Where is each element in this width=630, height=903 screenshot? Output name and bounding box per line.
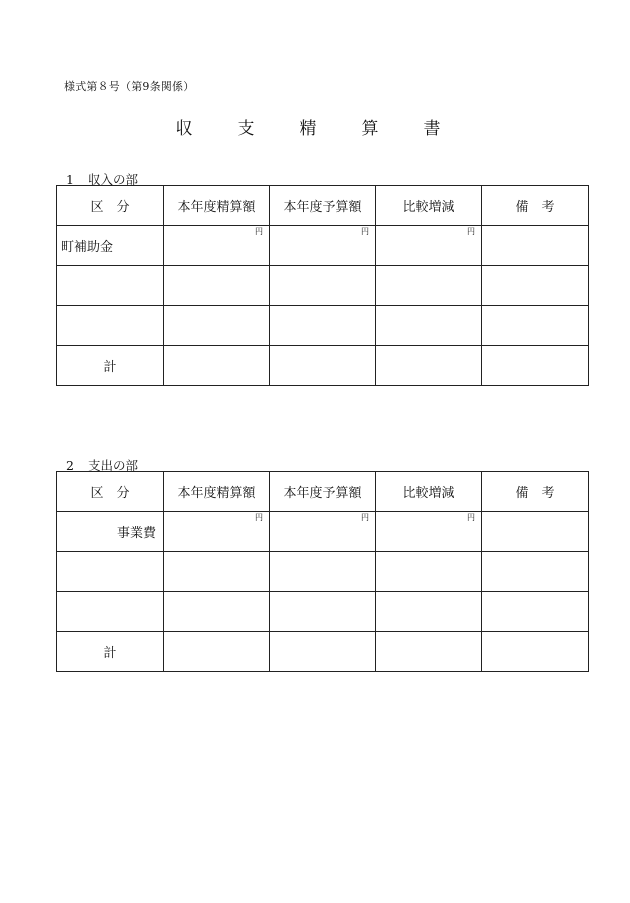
expense-budget-cell[interactable] [270,512,376,552]
yen-unit-label: 円 [255,227,263,236]
income-item-label: 町補助金 [57,226,164,266]
expense-header-row [57,472,589,512]
empty-cell[interactable] [482,266,589,306]
empty-cell[interactable] [376,552,482,592]
table-row [57,552,589,592]
column-header-settled: 本年度精算額 [164,472,270,512]
expense-section-number: 2 [66,458,74,473]
expense-total-settled-cell[interactable] [164,632,270,672]
expense-table [56,471,589,672]
expense-total-budget-cell[interactable] [270,632,376,672]
income-difference-cell[interactable] [376,226,482,266]
column-header-category: 区 分 [57,472,164,512]
empty-cell[interactable] [270,592,376,632]
expense-item-label: 事業費 [57,512,164,552]
income-header-row [57,186,589,226]
income-section-label: 収入の部 [88,172,139,187]
table-row [57,592,589,632]
income-total-remarks-cell[interactable] [482,346,589,386]
income-total-settled-cell[interactable] [164,346,270,386]
empty-cell[interactable] [57,266,164,306]
empty-cell[interactable] [376,266,482,306]
column-header-remarks: 備 考 [482,186,589,226]
income-total-budget-cell[interactable] [270,346,376,386]
expense-total-row [57,632,589,672]
yen-unit-label: 円 [361,227,369,236]
empty-cell[interactable] [164,306,270,346]
income-table [56,185,589,386]
expense-settled-cell[interactable] [164,512,270,552]
income-total-label: 計 [57,346,164,386]
column-header-budget: 本年度予算額 [270,186,376,226]
empty-cell[interactable] [164,266,270,306]
expense-total-difference-cell[interactable] [376,632,482,672]
empty-cell[interactable] [482,306,589,346]
yen-unit-label: 円 [467,227,475,236]
yen-unit-label: 円 [255,513,263,522]
expense-total-label: 計 [57,632,164,672]
yen-unit-label: 円 [467,513,475,522]
empty-cell[interactable] [57,592,164,632]
column-header-settled: 本年度精算額 [164,186,270,226]
empty-cell[interactable] [57,306,164,346]
empty-cell[interactable] [482,592,589,632]
empty-cell[interactable] [270,266,376,306]
expense-remarks-cell[interactable] [482,512,589,552]
income-section-number: 1 [66,172,74,187]
expense-section-label: 支出の部 [88,458,139,473]
empty-cell[interactable] [270,306,376,346]
expense-difference-cell[interactable] [376,512,482,552]
income-remarks-cell[interactable] [482,226,589,266]
income-settled-cell[interactable] [164,226,270,266]
table-row [57,306,589,346]
empty-cell[interactable] [57,552,164,592]
empty-cell[interactable] [482,552,589,592]
column-header-difference: 比較増減 [376,186,482,226]
column-header-difference: 比較増減 [376,472,482,512]
expense-total-remarks-cell[interactable] [482,632,589,672]
column-header-category: 区 分 [57,186,164,226]
empty-cell[interactable] [164,552,270,592]
column-header-budget: 本年度予算額 [270,472,376,512]
table-row [57,266,589,306]
income-total-row [57,346,589,386]
empty-cell[interactable] [376,306,482,346]
table-row [57,512,589,552]
table-row [57,226,589,266]
empty-cell[interactable] [376,592,482,632]
form-number: 様式第８号（第9条関係） [64,80,195,93]
yen-unit-label: 円 [361,513,369,522]
empty-cell[interactable] [270,552,376,592]
document-title: 収 支 精 算 書 [175,119,455,139]
income-budget-cell[interactable] [270,226,376,266]
income-total-difference-cell[interactable] [376,346,482,386]
column-header-remarks: 備 考 [482,472,589,512]
empty-cell[interactable] [164,592,270,632]
